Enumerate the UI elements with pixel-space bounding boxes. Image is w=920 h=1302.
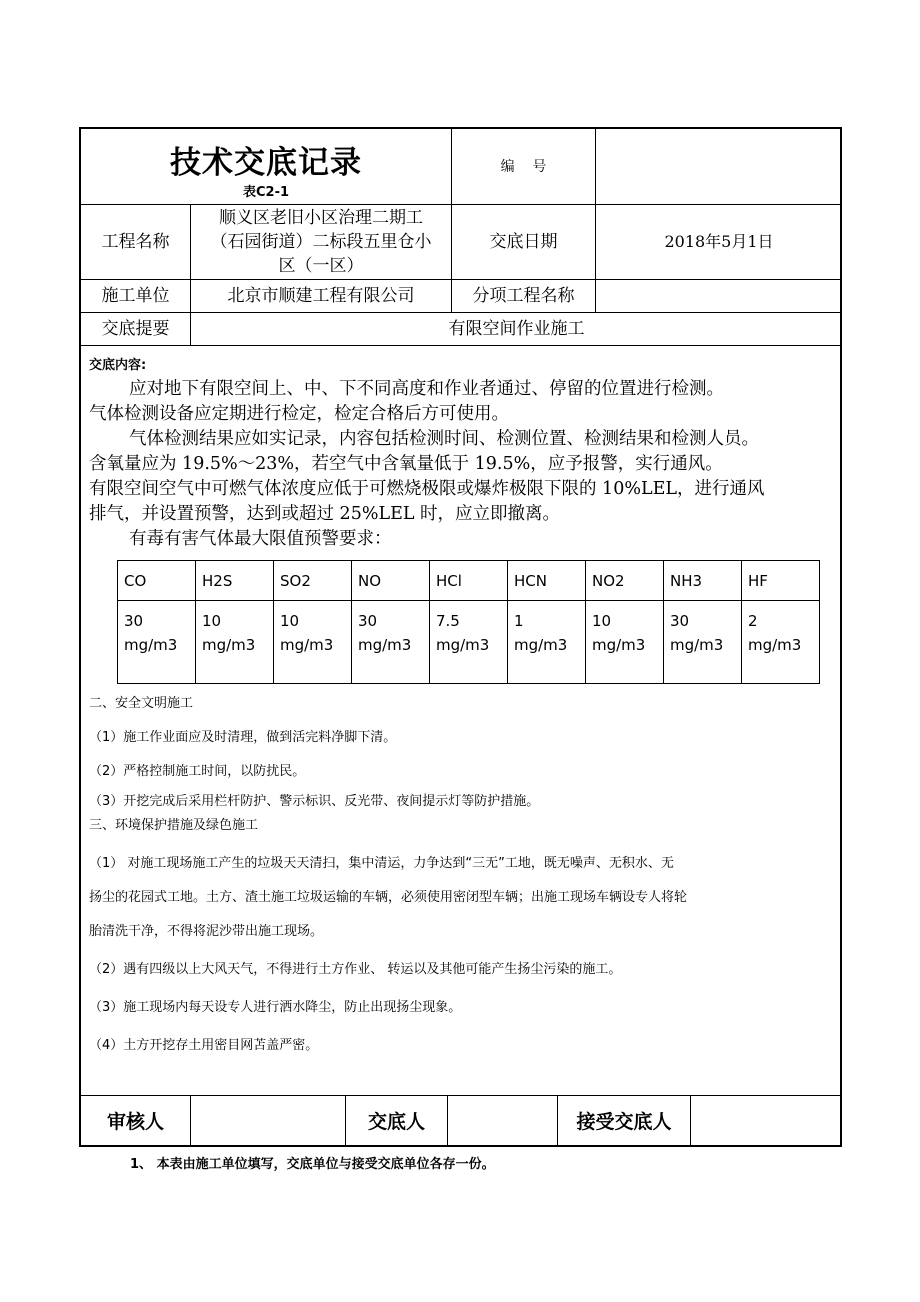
contractor-label: 施工单位 bbox=[101, 286, 170, 306]
gas-limit-cell bbox=[430, 601, 508, 684]
table-row bbox=[118, 601, 820, 684]
gas-limit-unit: mg/m3 bbox=[358, 636, 412, 654]
receiver-label: 接受交底人 bbox=[576, 1110, 672, 1133]
gas-limit-cell bbox=[664, 601, 742, 684]
gas-name: SO2 bbox=[274, 561, 352, 601]
section-item: （3）开挖完成后采用栏杆防护、警示标识、反光带、夜间提示灯等防护措施。 bbox=[89, 794, 540, 809]
section-item-cont: 胎清洗干净，不得将泥沙带出施工现场。 bbox=[89, 924, 324, 939]
handover-record-form bbox=[79, 127, 842, 1147]
gas-limit-unit: mg/m3 bbox=[280, 636, 334, 654]
gas-limit-cell bbox=[196, 601, 274, 684]
project-name-label: 工程名称 bbox=[101, 232, 170, 252]
gas-limit-unit: mg/m3 bbox=[514, 636, 568, 654]
discloser-field[interactable] bbox=[448, 1096, 557, 1147]
number-label: 编 号 bbox=[500, 158, 547, 175]
gas-limit-unit: mg/m3 bbox=[670, 636, 724, 654]
section-item: （1）施工作业面应及时清理，做到活完料净脚下清。 bbox=[89, 730, 397, 745]
gas-limit-unit: mg/m3 bbox=[436, 636, 490, 654]
divider bbox=[81, 345, 840, 346]
project-name-value bbox=[191, 205, 451, 279]
gas-limit-table bbox=[117, 560, 820, 684]
section-item-cont: 扬尘的花园式工地。土方、渣土施工垃圾运输的车辆，必须使用密闭型车辆；出施工现场车辆设专人将轮 bbox=[89, 890, 688, 905]
gas-limit-unit: mg/m3 bbox=[748, 636, 802, 654]
handover-date-label: 交底日期 bbox=[489, 232, 558, 252]
gas-limit-value: 2 bbox=[748, 612, 758, 630]
gas-limit-value: 10 bbox=[592, 612, 612, 630]
handover-content bbox=[89, 355, 832, 1056]
footnote: 1、 本表由施工单位填写，交底单位与接受交底单位各存一份。 bbox=[130, 1157, 495, 1172]
number-value bbox=[596, 129, 842, 204]
content-label: 交底内容: bbox=[89, 358, 147, 373]
gas-limit-value: 30 bbox=[670, 612, 690, 630]
project-name-line: （石园街道）二标段五里仓小 bbox=[210, 232, 432, 252]
section-item: （2）严格控制施工时间，以防扰民。 bbox=[89, 764, 306, 779]
gas-limit-cell bbox=[118, 601, 196, 684]
receiver-field[interactable] bbox=[691, 1096, 842, 1147]
content-paragraph: 应对地下有限空间上、中、下不同高度和作业者通过、停留的位置进行检测。 bbox=[129, 379, 724, 399]
section-title: 二、安全文明施工 bbox=[89, 696, 194, 711]
handover-date-value: 2018年5月1日 bbox=[664, 232, 774, 251]
content-paragraph: 有毒有害气体最大限值预警要求： bbox=[129, 529, 392, 549]
content-paragraph: 排气，并设置预警，达到或超过 25%LEL 时，应立即撤离。 bbox=[89, 504, 561, 524]
section-item: （3）施工现场内每天设专人进行洒水降尘，防止出现扬尘现象。 bbox=[89, 1000, 462, 1015]
reviewer-label: 审核人 bbox=[106, 1110, 164, 1133]
content-paragraph: 气体检测设备应定期进行检定，检定合格后方可使用。 bbox=[89, 404, 509, 424]
gas-name: HCN bbox=[508, 561, 586, 601]
gas-limit-cell bbox=[742, 601, 820, 684]
gas-name: NO2 bbox=[586, 561, 664, 601]
project-name-line: 区（一区） bbox=[278, 256, 364, 276]
gas-limit-value: 7.5 bbox=[436, 612, 460, 630]
content-paragraph: 有限空间空气中可燃气体浓度应低于可燃烧极限或爆炸极限下限的 10%LEL，进行通风 bbox=[89, 479, 765, 499]
content-paragraph: 含氧量应为 19.5%～23%，若空气中含氧量低于 19.5%，应予报警，实行通风。 bbox=[89, 454, 723, 474]
summary-label: 交底提要 bbox=[101, 319, 170, 339]
table-row bbox=[118, 561, 820, 601]
gas-name: HCl bbox=[430, 561, 508, 601]
gas-limit-value: 30 bbox=[358, 612, 378, 630]
gas-limit-value: 1 bbox=[514, 612, 524, 630]
section-title: 三、环境保护措施及绿色施工 bbox=[89, 818, 259, 833]
sub-project-label: 分项工程名称 bbox=[472, 286, 575, 306]
gas-name: NH3 bbox=[664, 561, 742, 601]
sub-project-value bbox=[596, 280, 842, 312]
form-number: 表C2-1 bbox=[242, 185, 290, 200]
gas-limit-value: 30 bbox=[124, 612, 144, 630]
gas-limit-cell bbox=[508, 601, 586, 684]
gas-limit-value: 10 bbox=[280, 612, 300, 630]
gas-name: HF bbox=[742, 561, 820, 601]
gas-limit-cell bbox=[274, 601, 352, 684]
summary-value: 有限空间作业施工 bbox=[448, 319, 585, 339]
reviewer-field[interactable] bbox=[191, 1096, 345, 1147]
gas-name: NO bbox=[352, 561, 430, 601]
gas-limit-unit: mg/m3 bbox=[592, 636, 646, 654]
section-item: （2）遇有四级以上大风天气，不得进行土方作业、 转运以及其他可能产生扬尘污染的施工。 bbox=[89, 962, 622, 977]
project-name-line: 顺义区老旧小区治理二期工 bbox=[219, 208, 423, 228]
gas-name: CO bbox=[118, 561, 196, 601]
gas-limit-cell bbox=[586, 601, 664, 684]
gas-limit-cell bbox=[352, 601, 430, 684]
content-paragraph: 气体检测结果应如实记录，内容包括检测时间、检测位置、检测结果和检测人员。 bbox=[129, 429, 759, 449]
page-title: 技术交底记录 bbox=[170, 145, 362, 181]
gas-name: H2S bbox=[196, 561, 274, 601]
section-item: （1） 对施工现场施工产生的垃圾天天清扫，集中清运，力争达到“三无”工地，既无噪声、无积水、无 bbox=[89, 856, 674, 871]
gas-limit-unit: mg/m3 bbox=[124, 636, 178, 654]
gas-limit-unit: mg/m3 bbox=[202, 636, 256, 654]
gas-limit-value: 10 bbox=[202, 612, 222, 630]
section-item: （4）土方开挖存土用密目网苫盖严密。 bbox=[89, 1038, 319, 1053]
contractor-value: 北京市顺建工程有限公司 bbox=[227, 286, 415, 306]
discloser-label: 交底人 bbox=[367, 1110, 425, 1133]
